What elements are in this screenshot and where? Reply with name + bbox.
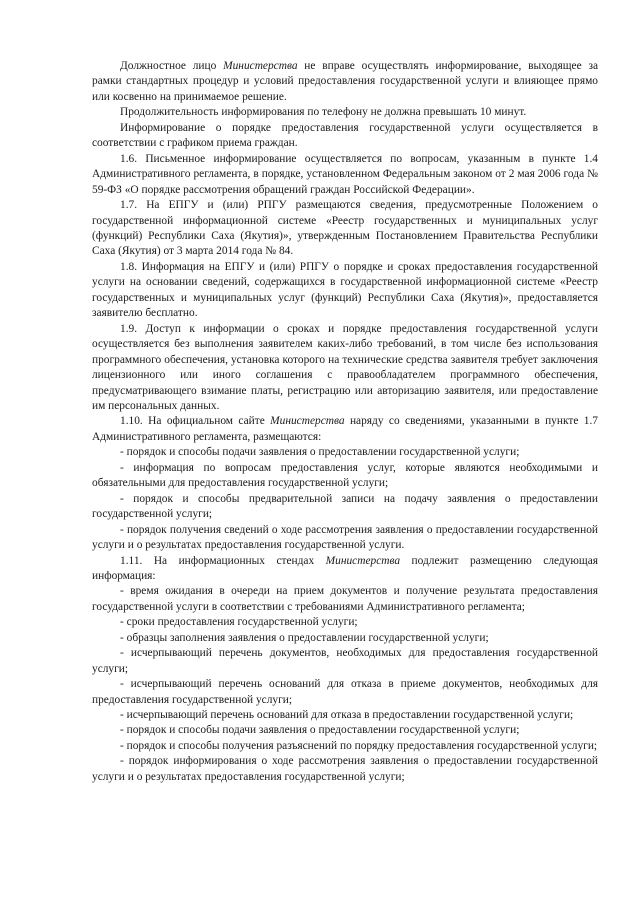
paragraph-text: - исчерпывающий перечень оснований для отказа в приеме документов, необходимых для предоставления государственной услуги; — [92, 678, 598, 706]
paragraph-text: - порядок получения сведений о ходе рассмотрения заявления о предоставлении государственной услуги и о результатах предоставления государственной услуги. — [92, 523, 598, 552]
paragraph-text: 1.6. Письменное информирование осуществляется по вопросам, указанным в пункте 1.4 Административного регламента, в порядке, установленном Федеральным законом от 2 мая 2006 года № 59-ФЗ «О порядке рассмотрения обращений граждан Российской Федерации». — [92, 152, 598, 196]
paragraph-text: - порядок и способы предварительной записи на подачу заявления о предоставлении государственной услуги; — [92, 492, 598, 521]
paragraph — [92, 105, 598, 120]
emphasized-text: Министерства — [223, 60, 298, 72]
paragraph — [92, 461, 598, 492]
paragraph-text: - исчерпывающий перечень документов, необходимых для предоставления государственной услуги; — [92, 647, 598, 675]
paragraph — [92, 554, 598, 585]
paragraph-text: подлежит размещению следующая информация: — [92, 554, 599, 582]
paragraph — [92, 754, 598, 785]
document-page — [92, 59, 598, 785]
emphasized-text: Министерства — [325, 554, 401, 567]
paragraph-text: - порядок и способы подачи заявления о предоставлении государственной услуги; — [120, 724, 520, 737]
paragraph-text: - порядок информирования о ходе рассмотрения заявления о предоставлении государственной услуги и о результатах предоставления государственной услуги; — [92, 755, 598, 783]
paragraph — [92, 414, 598, 445]
paragraph-text: 1.7. На ЕПГУ и (или) РПГУ размещаются сведения, предусмотренные Положением о государственной информационной системе «Реестр государственных и муниципальных услуг (функций) Республики Саха (Якутия)», утвержденным Постановлением Правительства Республики Саха (Якутия) от 3 марта 2014 года № 84. — [92, 199, 598, 258]
paragraph-text: 1.10. На официальном сайте — [120, 415, 271, 428]
paragraph — [92, 584, 598, 615]
paragraph-text: Информирование о порядке предоставления государственной услуги осуществляется в соответствии с графиком приема граждан. — [92, 121, 598, 150]
paragraph — [92, 523, 598, 554]
paragraph — [92, 445, 598, 460]
paragraph — [92, 646, 598, 677]
paragraph-text: - порядок и способы получения разъяснений по порядку предоставления государственной услуги; — [120, 739, 598, 752]
paragraph — [92, 723, 598, 738]
paragraph — [92, 708, 598, 723]
paragraph-text: наряду со сведениями, указанными в пункте 1.7 Административного регламента, размещаются: — [92, 415, 598, 443]
paragraph-text: - порядок и способы подачи заявления о предоставлении государственной услуги; — [120, 446, 520, 459]
paragraph-text: не вправе осуществлять информирование, выходящее за рамки стандартных процедур и условий предоставления государственной услуги и влияющее прямо или косвенно на принимаемое решение. — [92, 60, 599, 103]
paragraph — [92, 677, 598, 708]
paragraph-text: Продолжительность информирования по телефону не должна превышать 10 минут. — [120, 106, 527, 119]
paragraph — [92, 152, 598, 198]
paragraph — [92, 322, 598, 415]
paragraph-text: - образцы заполнения заявления о предоставлении государственной услуги; — [120, 631, 489, 644]
paragraph — [92, 492, 598, 523]
paragraph-text: - сроки предоставления государственной услуги; — [120, 616, 358, 629]
paragraph — [92, 631, 598, 646]
paragraph — [92, 59, 598, 105]
paragraph-text: Должностное лицо — [120, 60, 224, 72]
paragraph — [92, 198, 598, 260]
paragraph — [92, 739, 598, 754]
paragraph-text: 1.8. Информация на ЕПГУ и (или) РПГУ о порядке и сроках предоставления государственной услуги на основании сведений, содержащихся в государственной информационной системе «Реестр государственных и муниципальных услуг (функций) Республики Саха (Якутия)», предоставляется заявителю бесплатно. — [92, 260, 598, 320]
emphasized-text: Министерства — [270, 415, 345, 428]
paragraph-text: - исчерпывающий перечень оснований для отказа в предоставлении государственной услуги; — [120, 709, 574, 722]
paragraph — [92, 121, 598, 152]
paragraph-text: 1.9. Доступ к информации о сроках и порядке предоставления государственной услуги осуществляется без выполнения заявителем каких-либо требований, в том числе без использования программного обеспечения, установка которого на технические средства заявителя требует заключения лицензионного или иного соглашения с правообладателем программного обеспечения, предусматривающего взимание платы, регистрацию или авторизацию заявителя, или предоставление им персональных данных. — [92, 322, 598, 412]
paragraph-text: 1.11. На информационных стендах — [120, 554, 326, 567]
paragraph-text: - время ожидания в очереди на прием документов и получение результата предоставления государственной услуги в соответствии с требованиями Административного регламента; — [92, 585, 598, 613]
paragraph — [92, 615, 598, 630]
paragraph — [92, 260, 598, 322]
paragraph-text: - информация по вопросам предоставления услуг, которые являются необходимыми и обязательными для предоставления государственной услуги; — [92, 461, 598, 490]
